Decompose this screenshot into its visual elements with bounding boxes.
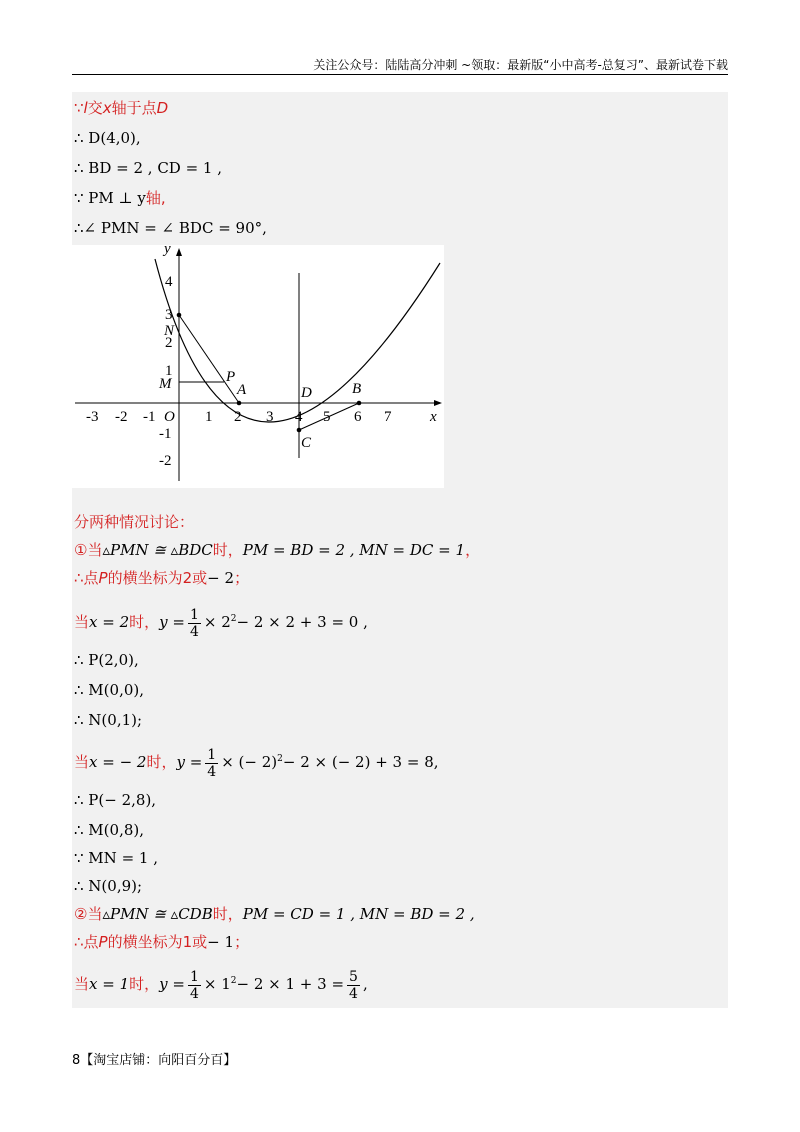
y-axis-arrow bbox=[176, 248, 182, 256]
y-eq: y = bbox=[159, 613, 185, 631]
x-tick-6: 6 bbox=[354, 409, 362, 425]
because-symbol: ∵ bbox=[74, 99, 84, 117]
segment-n-a bbox=[179, 315, 239, 403]
parabola-curve bbox=[155, 259, 440, 422]
frac-denominator: 4 bbox=[207, 763, 217, 780]
line-17: ∴ N(0,9); bbox=[74, 877, 143, 895]
text-when: 当 bbox=[74, 753, 90, 771]
x-tick-neg2: -2 bbox=[115, 409, 128, 425]
fraction-1-4 bbox=[188, 969, 201, 1002]
parabola-graph bbox=[72, 245, 444, 488]
comma: , bbox=[362, 975, 368, 993]
y-eq: y = bbox=[176, 753, 203, 771]
text-intersect: 交 bbox=[87, 99, 103, 117]
exponent: 2 bbox=[230, 614, 237, 624]
case2-label: ②当 bbox=[74, 905, 103, 923]
y-eq: y = bbox=[159, 975, 185, 993]
frac-denominator: 4 bbox=[189, 623, 199, 640]
therefore-point: ∴点 bbox=[74, 933, 99, 951]
x-tick-3: 3 bbox=[266, 409, 274, 425]
fraction-1-4 bbox=[205, 747, 218, 780]
solution-content bbox=[72, 92, 728, 1008]
line-3: ∴ BD = 2 , CD = 1 , bbox=[74, 159, 223, 177]
frac-numerator: 1 bbox=[189, 968, 199, 985]
header-rule bbox=[72, 74, 728, 75]
point-a-marker bbox=[237, 401, 242, 406]
case2-lengths: PM = CD = 1 , MN = BD = 2 , bbox=[242, 905, 475, 923]
y-tick-neg1: -1 bbox=[159, 426, 172, 442]
text-time: 时， bbox=[146, 753, 177, 771]
y-tick-1: 1 bbox=[165, 363, 173, 379]
y-tick-3: 3 bbox=[165, 307, 173, 323]
text-axis: 轴, bbox=[145, 189, 166, 207]
x-tick-neg1: -1 bbox=[143, 409, 156, 425]
x-axis-arrow bbox=[434, 400, 442, 406]
line-7 bbox=[74, 540, 480, 560]
point-b-label: B bbox=[352, 381, 362, 397]
expr-part1: × 2 bbox=[203, 613, 231, 631]
text-time: 时， bbox=[129, 613, 160, 631]
value-neg1: − 1 bbox=[207, 933, 235, 951]
x-tick-7: 7 bbox=[384, 409, 392, 425]
x-var: x bbox=[102, 99, 112, 117]
x-axis-label: x bbox=[430, 409, 437, 425]
x-tick-4: 4 bbox=[295, 409, 303, 425]
frac-denominator: 4 bbox=[349, 985, 358, 1002]
line-6: 分两种情况讨论： bbox=[74, 513, 195, 531]
frac-denominator: 4 bbox=[189, 985, 199, 1002]
point-d-graph-label: D bbox=[301, 385, 312, 401]
line-1 bbox=[74, 98, 168, 118]
line-2: ∴ D(4,0), bbox=[74, 129, 141, 147]
fraction-5-4 bbox=[347, 969, 360, 1002]
fraction-1-4 bbox=[188, 607, 201, 640]
line-13 bbox=[74, 740, 439, 781]
text-axis-at: 轴于点 bbox=[111, 99, 157, 117]
line-16: ∵ MN = 1 , bbox=[74, 849, 158, 867]
point-p-ref: P bbox=[98, 569, 108, 587]
case2-congruence: ▵PMN ≅ ▵CDB bbox=[102, 905, 213, 923]
page-header: 关注公众号：陆陆高分冲刺 ~领取：最新版“小中高考-总复习”、最新试卷下载 bbox=[313, 58, 728, 72]
text-or: 或 bbox=[192, 933, 208, 951]
x-tick-5: 5 bbox=[323, 409, 331, 425]
line-11: ∴ M(0,0), bbox=[74, 681, 144, 699]
point-a-label: A bbox=[237, 382, 247, 398]
point-m-label: M bbox=[159, 376, 172, 392]
case1-lengths: PM = BD = 2 , MN = DC = 1 bbox=[242, 541, 466, 559]
y-tick-2: 2 bbox=[165, 335, 173, 351]
x-tick-neg3: -3 bbox=[86, 409, 99, 425]
x-eq-1: x = 1 bbox=[89, 975, 130, 993]
expr-part2: − 2 × 2 + 3 = 0 , bbox=[236, 613, 368, 631]
x-eq-neg2: x = − 2 bbox=[89, 753, 147, 771]
expr-part2: − 2 × 1 + 3 = bbox=[236, 975, 345, 993]
therefore-point: ∴点 bbox=[74, 569, 99, 587]
line-14: ∴ P(− 2,8), bbox=[74, 791, 157, 809]
text-abscissa: 的横坐标为 bbox=[107, 569, 183, 587]
frac-numerator: 1 bbox=[207, 746, 217, 763]
expr-part1: × (− 2) bbox=[221, 753, 278, 771]
line-18 bbox=[74, 904, 475, 924]
y-tick-4: 4 bbox=[165, 274, 173, 290]
text-or: 或 bbox=[192, 569, 208, 587]
value-neg2: − 2 bbox=[207, 569, 235, 587]
point-d-label: D bbox=[156, 99, 169, 117]
line-4 bbox=[74, 188, 166, 208]
pm-perp-y: ∵ PM ⊥ y bbox=[74, 189, 146, 207]
value-2: 2 bbox=[182, 569, 193, 587]
point-c-marker bbox=[297, 428, 302, 433]
comma: ， bbox=[465, 541, 481, 559]
point-n-marker bbox=[177, 313, 182, 318]
expr-part1: × 1 bbox=[203, 975, 231, 993]
point-p-label: P bbox=[226, 369, 236, 385]
text-time: 时， bbox=[129, 975, 160, 993]
frac-numerator: 5 bbox=[349, 968, 358, 985]
text-abscissa: 的横坐标为 bbox=[107, 933, 183, 951]
frac-numerator: 1 bbox=[189, 606, 199, 623]
case1-label: ①当 bbox=[74, 541, 103, 559]
x-tick-1: 1 bbox=[205, 409, 213, 425]
semicolon: ； bbox=[234, 569, 250, 587]
line-5: ∴∠ PMN = ∠ BDC = 90°, bbox=[74, 219, 267, 237]
point-b-marker bbox=[357, 401, 362, 406]
line-19 bbox=[74, 932, 249, 952]
expr-part2: − 2 × (− 2) + 3 = 8, bbox=[282, 753, 439, 771]
y-axis-label: y bbox=[164, 245, 171, 257]
line-20 bbox=[74, 962, 368, 1003]
line-l-label: l bbox=[83, 99, 88, 117]
page-footer: 8【淘宝店铺：向阳百分百】 bbox=[72, 1053, 237, 1068]
x-tick-2: 2 bbox=[234, 409, 242, 425]
line-9 bbox=[74, 600, 368, 641]
origin-label: O bbox=[164, 409, 175, 425]
point-c-label: C bbox=[301, 435, 312, 451]
exponent: 2 bbox=[230, 976, 237, 986]
line-10: ∴ P(2,0), bbox=[74, 651, 139, 669]
case1-congruence: ▵PMN ≅ ▵BDC bbox=[102, 541, 213, 559]
value-1: 1 bbox=[182, 933, 193, 951]
x-eq-2: x = 2 bbox=[89, 613, 130, 631]
line-12: ∴ N(0,1); bbox=[74, 711, 143, 729]
text-when: 当 bbox=[74, 613, 90, 631]
line-15: ∴ M(0,8), bbox=[74, 821, 144, 839]
y-tick-neg2: -2 bbox=[159, 453, 172, 469]
text-when: 时， bbox=[212, 541, 243, 559]
line-8 bbox=[74, 568, 249, 588]
text-when: 当 bbox=[74, 975, 90, 993]
semicolon: ； bbox=[234, 933, 250, 951]
point-n-label: N bbox=[164, 323, 175, 339]
text-when: 时， bbox=[212, 905, 243, 923]
exponent: 2 bbox=[277, 754, 283, 764]
point-p-ref: P bbox=[98, 933, 108, 951]
